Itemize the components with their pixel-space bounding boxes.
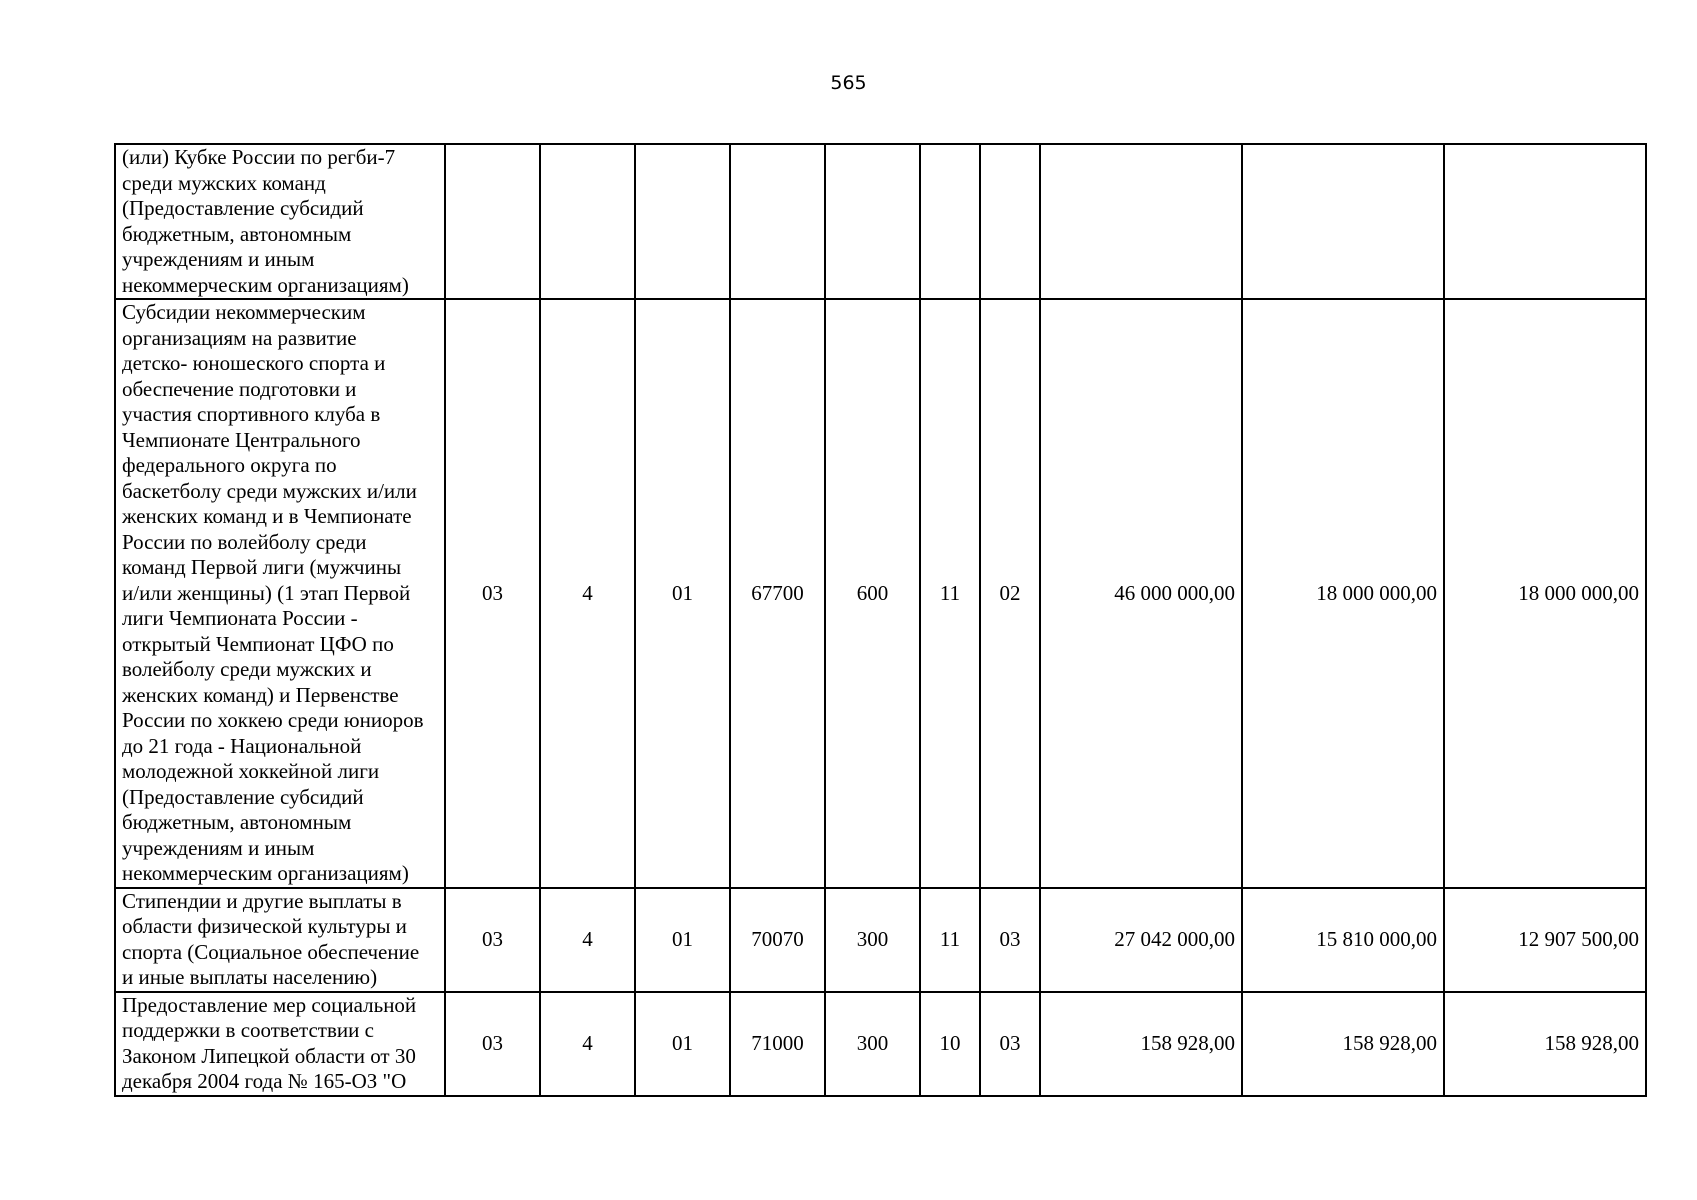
row-name-line: некоммерческим организациям) [122,272,409,297]
code-cell [540,144,635,299]
code-cell: 03 [445,888,540,992]
row-name-line: женских команд и в Чемпионате [122,504,412,528]
row-name-line: (Предоставление субсидий [122,784,364,809]
row-name-line: и/или женщины) (1 этап Первой [122,580,411,605]
budget-table [114,143,1647,1097]
row-name-line: России по волейболу среди [122,529,367,554]
code-cell: 01 [635,888,730,992]
code-cell [825,144,920,299]
code-cell: 4 [540,992,635,1096]
code-cell: 03 [445,992,540,1096]
amount-cell: 18 000 000,00 [1242,299,1444,888]
row-name-line: женских команд) и Первенстве [122,682,399,707]
table-row [115,144,1646,299]
row-name-line: баскетболу среди мужских и/или [122,478,417,503]
code-cell: 4 [540,888,635,992]
code-cell [445,144,540,299]
row-name-line: учреждениям и иным [122,247,315,271]
row-name-line: Субсидии некоммерческим [122,300,366,324]
amount-cell [1444,144,1646,299]
code-cell: 02 [980,299,1040,888]
code-cell: 10 [920,992,980,1096]
code-cell: 03 [445,299,540,888]
row-name-cell [115,299,445,888]
row-name-line: спорта (Социальное обеспечение [122,939,420,964]
code-cell: 01 [635,992,730,1096]
row-name-line: учреждениям и иным [122,835,315,860]
row-name-line: и иные выплаты населению) [122,965,378,989]
code-cell: 01 [635,299,730,888]
row-name-line: Предоставление мер социальной [122,992,417,1017]
table-row [115,888,1646,992]
code-cell: 03 [980,992,1040,1096]
code-cell [730,144,825,299]
row-name-line: бюджетным, автономным [122,810,352,834]
code-cell: 11 [920,299,980,888]
code-cell: 71000 [730,992,825,1096]
code-cell: 600 [825,299,920,888]
amount-cell: 15 810 000,00 [1242,888,1444,992]
row-name-line: детско- юношеского спорта и [122,351,386,375]
amount-cell: 158 928,00 [1444,992,1646,1096]
code-cell [920,144,980,299]
code-cell: 70070 [730,888,825,992]
row-name-line: среди мужских команд [122,170,326,195]
amount-cell: 12 907 500,00 [1444,888,1646,992]
code-cell: 300 [825,888,920,992]
row-name-line: участия спортивного клуба в [122,402,381,426]
code-cell: 4 [540,299,635,888]
row-name-line: области физической культуры и [122,914,407,938]
row-name-line: Чемпионате Центрального [122,427,361,452]
code-cell: 67700 [730,299,825,888]
row-name-line: обеспечение подготовки и [122,376,357,401]
amount-cell [1242,144,1444,299]
amount-cell [1040,144,1242,299]
code-cell: 11 [920,888,980,992]
code-cell [635,144,730,299]
row-name-line: лиги Чемпионата России - [122,606,358,630]
row-name-line: федерального округа по [122,453,337,477]
row-name-line: (Предоставление субсидий [122,196,364,220]
table-row [115,992,1646,1096]
code-cell [980,144,1040,299]
row-name-line: некоммерческим организациям) [122,861,409,885]
row-name-line: декабря 2004 года № 165-ОЗ "О [122,1069,407,1093]
amount-cell: 18 000 000,00 [1444,299,1646,888]
code-cell: 03 [980,888,1040,992]
row-name-line: волейболу среди мужских и [122,657,372,681]
row-name-line: бюджетным, автономным [122,221,352,246]
table-row [115,299,1646,888]
row-name-line: до 21 года - Национальной [122,733,362,758]
amount-cell: 158 928,00 [1040,992,1242,1096]
row-name-cell [115,888,445,992]
row-name-line: открытый Чемпионат ЦФО по [122,631,394,656]
row-name-line: команд Первой лиги (мужчины [122,555,402,579]
page-number: 565 [830,72,867,94]
amount-cell: 27 042 000,00 [1040,888,1242,992]
code-cell: 300 [825,992,920,1096]
amount-cell: 158 928,00 [1242,992,1444,1096]
row-name-line: молодежной хоккейной лиги [122,759,380,783]
row-name-line: России по хоккею среди юниоров [122,708,424,732]
row-name-line: (или) Кубке России по регби-7 [122,145,396,169]
row-name-cell [115,992,445,1096]
row-name-line: Стипендии и другие выплаты в [122,888,402,913]
row-name-cell [115,144,445,299]
row-name-line: Законом Липецкой области от 30 [122,1043,416,1068]
amount-cell: 46 000 000,00 [1040,299,1242,888]
row-name-line: организациям на развитие [122,325,357,350]
table-body [115,144,1646,1096]
row-name-line: поддержки в соответствии с [122,1018,374,1042]
